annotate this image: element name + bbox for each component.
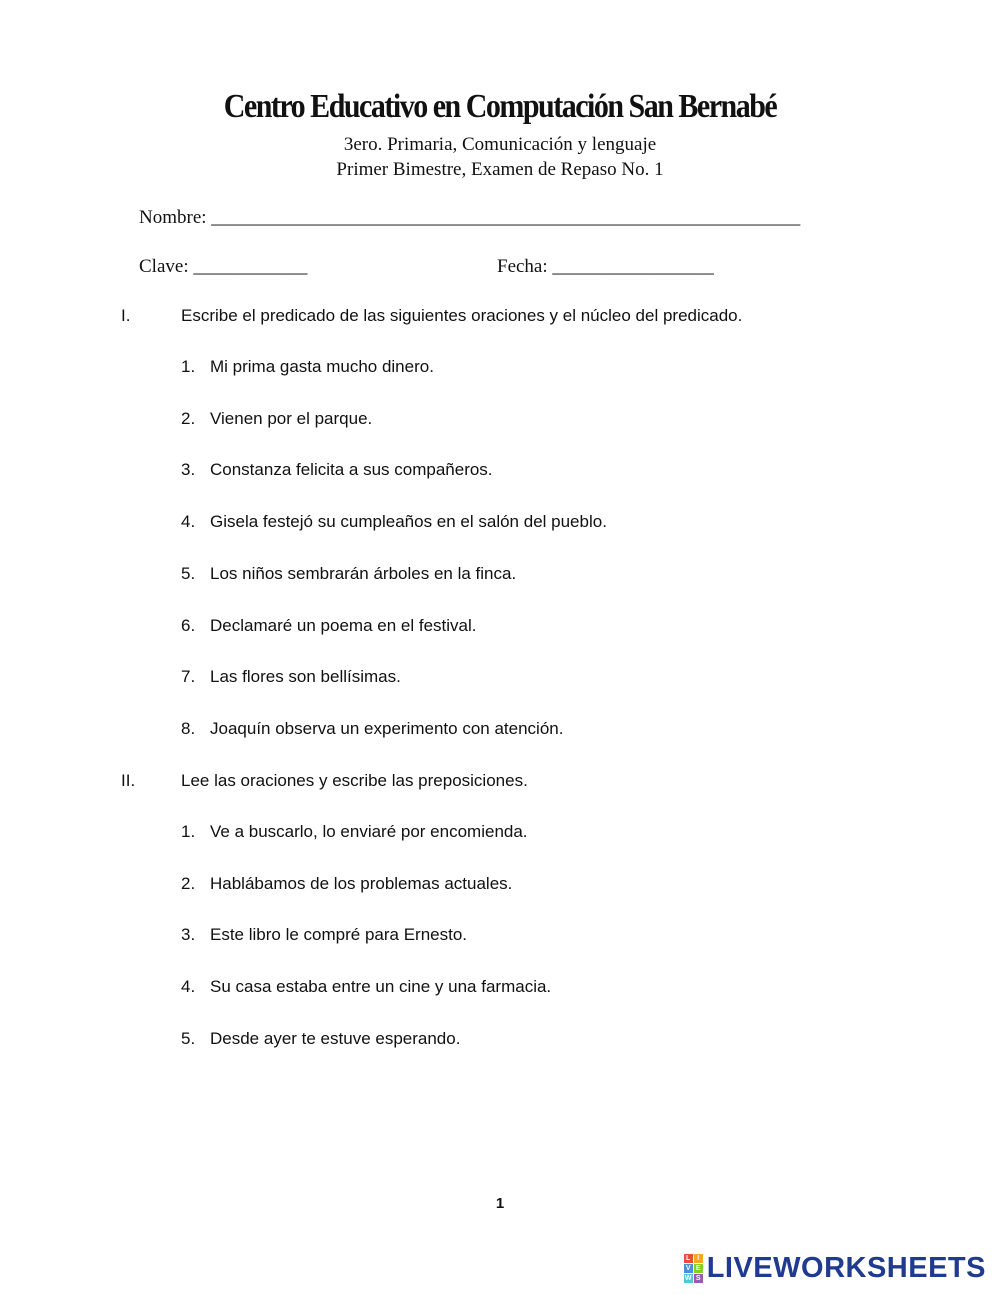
- item-number: 4.: [181, 977, 196, 997]
- liveworksheets-logo: [684, 1252, 986, 1285]
- item-number: 5.: [181, 1028, 196, 1048]
- item-number: 2.: [181, 408, 196, 428]
- section-2-number: II.: [121, 771, 136, 790]
- section-1-number: I.: [121, 306, 131, 325]
- item-sentence: Gisela festejó su cumpleaños en el salón del pueblo.: [210, 512, 607, 532]
- item-number: 8.: [181, 718, 196, 738]
- item-number: 2.: [181, 873, 196, 893]
- course-line: 3ero. Primaria, Comunicación y lenguaje: [343, 134, 657, 155]
- logo-letter: I: [694, 1254, 703, 1263]
- logo-letter: W: [684, 1275, 692, 1282]
- logo-letter: S: [694, 1274, 703, 1283]
- logo-icon: [684, 1254, 703, 1283]
- item-number: 1.: [181, 357, 196, 376]
- item-sentence: Declamaré un poema en el festival.: [210, 615, 477, 635]
- logo-letter: L: [684, 1254, 693, 1263]
- item-sentence: Hablábamos de los problemas actuales.: [210, 873, 513, 893]
- item-sentence: Ve a buscarlo, lo enviaré por encomienda.: [210, 822, 528, 841]
- item-sentence: Constanza felicita a sus compañeros.: [210, 460, 493, 480]
- item-number: 3.: [181, 460, 196, 480]
- section-2-instruction: Lee las oraciones y escribe las preposiciones.: [181, 771, 528, 790]
- page-number: 1: [495, 1195, 505, 1212]
- item-sentence: Su casa estaba entre un cine y una farmacia.: [210, 977, 552, 997]
- section-1-instruction: Escribe el predicado de las siguientes oraciones y el núcleo del predicado.: [181, 306, 743, 325]
- item-number: 1.: [181, 822, 196, 841]
- nombre-field[interactable]: Nombre: ______________________________________________________________: [139, 207, 801, 228]
- clave-field[interactable]: Clave: ____________: [139, 256, 308, 277]
- item-number: 7.: [181, 667, 196, 687]
- exam-line: Primer Bimestre, Examen de Repaso No. 1: [336, 159, 664, 180]
- item-sentence: Desde ayer te estuve esperando.: [210, 1028, 461, 1048]
- item-sentence: Las flores son bellísimas.: [210, 667, 401, 687]
- school-title: Centro Educativo en Computación San Bernabé: [223, 87, 777, 125]
- item-sentence: Joaquín observa un experimento con atención.: [210, 718, 564, 738]
- logo-letter: V: [684, 1264, 693, 1273]
- item-sentence: Los niños sembrarán árboles en la finca.: [210, 563, 517, 583]
- item-number: 6.: [181, 615, 196, 635]
- item-number: 4.: [181, 512, 196, 532]
- brand-text: LIVEWORKSHEETS: [706, 1252, 986, 1284]
- item-sentence: Mi prima gasta mucho dinero.: [210, 357, 434, 376]
- item-number: 5.: [181, 563, 196, 583]
- logo-letter: E: [694, 1264, 703, 1273]
- item-number: 3.: [181, 925, 196, 945]
- item-sentence: Este libro le compré para Ernesto.: [210, 925, 468, 945]
- fecha-field[interactable]: Fecha: _________________: [497, 256, 714, 277]
- item-sentence: Vienen por el parque.: [210, 408, 373, 428]
